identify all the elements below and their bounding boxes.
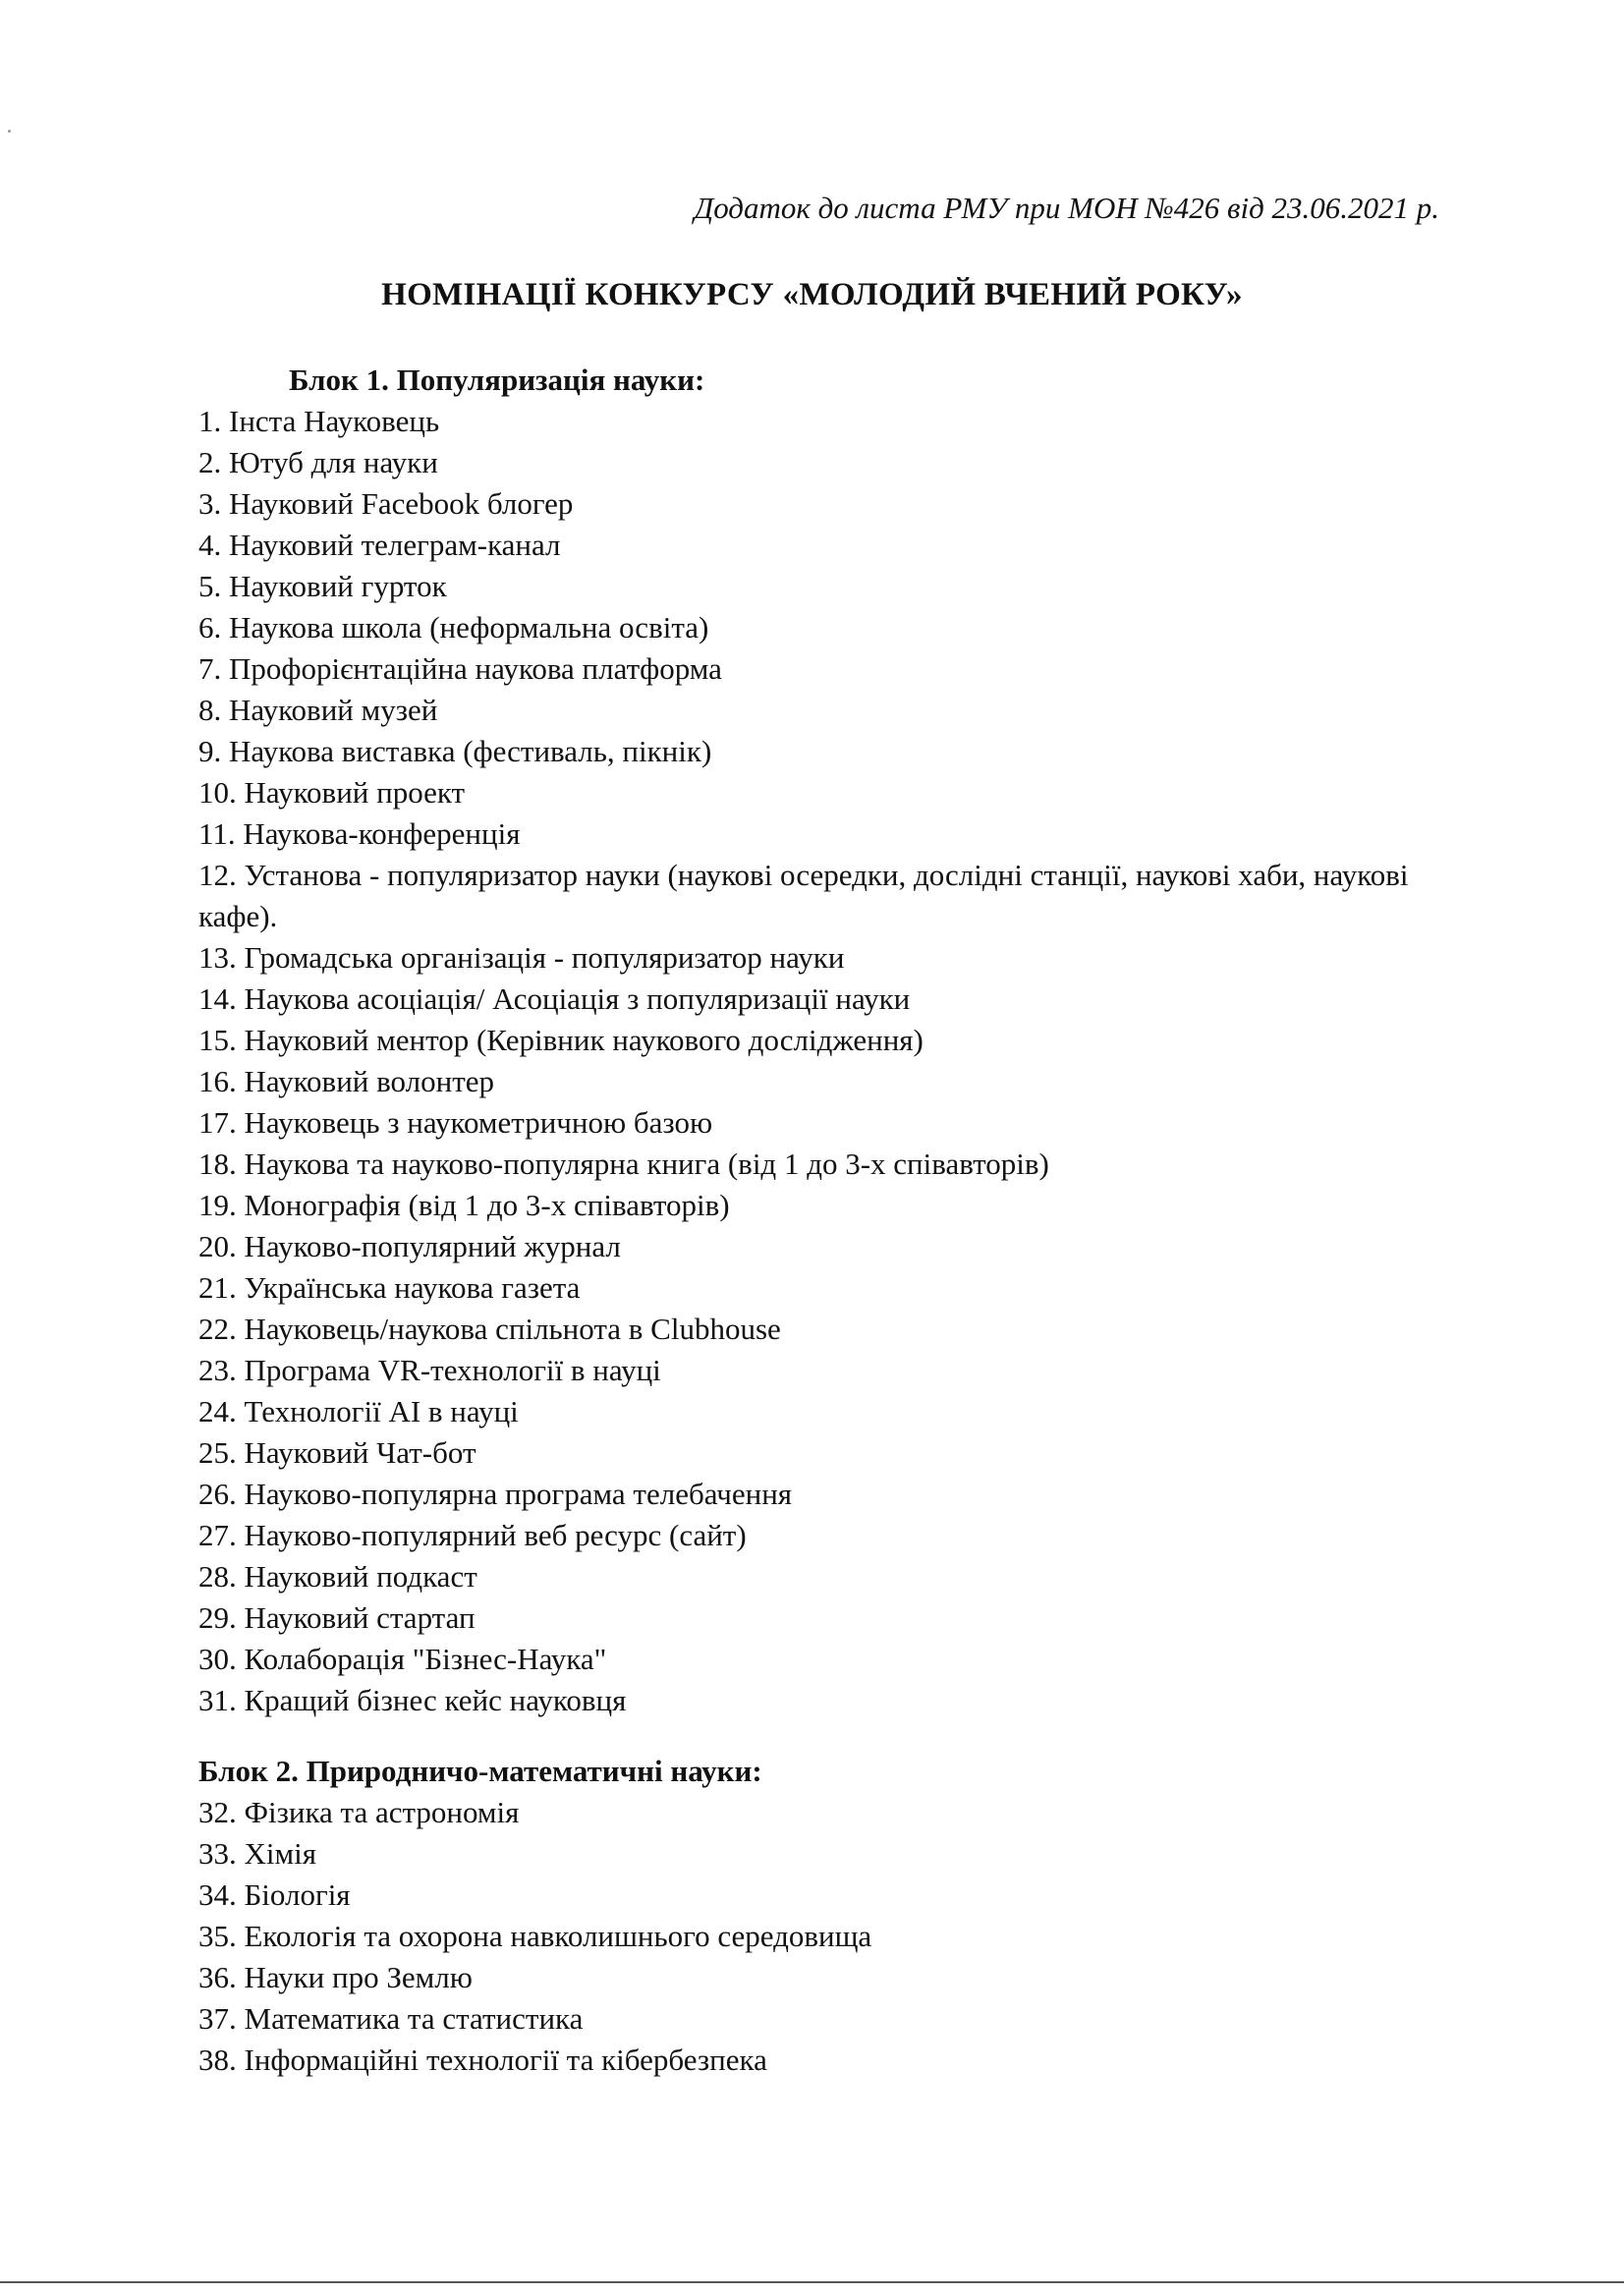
scan-speck [8,130,11,133]
list-item: 3. Науковий Facebook блогер [198,486,574,521]
list-item: 7. Профорієнтаційна наукова платформа [198,651,722,686]
list-item: 4. Науковий телеграм-канал [198,528,561,562]
list-item: 14. Наукова асоціація/ Асоціація з популяризації науки [198,981,911,1016]
list-item: 6. Наукова школа (неформальна освіта) [198,610,709,644]
list-item: 8. Науковий музей [198,693,438,727]
list-item: 30. Колаборація "Бізнес-Наука" [198,1642,607,1676]
list-item: 26. Науково-популярна програма телебачення [198,1477,793,1511]
list-item: 1. Інста Науковець [198,404,440,438]
list-item: 37. Математика та статистика [198,2001,584,2036]
list-item: 11. Наукова-конференція [198,816,521,851]
document-title: НОМІНАЦІЇ КОНКУРСУ «МОЛОДИЙ ВЧЕНИЙ РОКУ» [381,277,1243,312]
list-item: 32. Фізика та астрономія [198,1795,520,1829]
list-item: 5. Науковий гурток [198,569,447,603]
list-item: 27. Науково-популярний веб ресурс (сайт) [198,1518,747,1552]
list-item: 38. Інформаційні технології та кібербезпека [198,2043,767,2077]
list-item: 25. Науковий Чат-бот [198,1435,476,1470]
block-1-heading: Блок 1. Популяризація науки: [289,363,705,397]
list-item: 17. Науковець з наукометричною базою [198,1105,713,1140]
block-1-list [198,401,1466,1721]
list-item: 36. Науки про Землю [198,1960,473,1994]
list-item: 28. Науковий подкаст [198,1559,477,1594]
list-item: 23. Програма VR-технології в науці [198,1353,661,1387]
block-2 [198,1751,1466,2081]
list-item: 2. Ютуб для науки [198,445,438,479]
list-item: 20. Науково-популярний журнал [198,1229,621,1263]
list-item: 16. Науковий волонтер [198,1064,495,1098]
list-item: 9. Наукова виставка (фестиваль, пікнік) [198,734,712,768]
list-item: 13. Громадська організація - популяризатор науки [198,940,845,975]
list-item: 35. Екологія та охорона навколишнього середовища [198,1919,872,1953]
scan-edge-line [0,2281,1624,2283]
list-item: 34. Біологія [198,1877,351,1912]
list-item: 19. Монографія (від 1 до 3-х співавторів) [198,1188,730,1222]
block-1 [198,360,1466,1721]
list-item: 12. Установа - популяризатор науки (наукові осередки, дослідні станції, наукові хаби, наукові кафе). [198,858,1409,933]
list-item: 22. Науковець/наукова спільнота в Clubhouse [198,1312,781,1346]
list-item: 15. Науковий ментор (Керівник наукового дослідження) [198,1023,924,1057]
addendum-line: Додаток до листа РМУ при МОН №426 від 23.06.2021 р. [694,191,1439,225]
list-item: 21. Українська наукова газета [198,1270,581,1305]
block-2-heading: Блок 2. Природничо-математичні науки: [198,1754,762,1788]
list-item: 29. Науковий стартап [198,1600,476,1635]
list-item: 10. Науковий проект [198,775,466,810]
list-item: 24. Технології AI в науці [198,1394,519,1428]
list-item: 33. Хімія [198,1836,316,1871]
list-item: 18. Наукова та науково-популярна книга (від 1 до 3-х співавторів) [198,1147,1049,1181]
block-2-list [198,1792,1466,2081]
list-item: 31. Кращий бізнес кейс науковця [198,1683,627,1717]
